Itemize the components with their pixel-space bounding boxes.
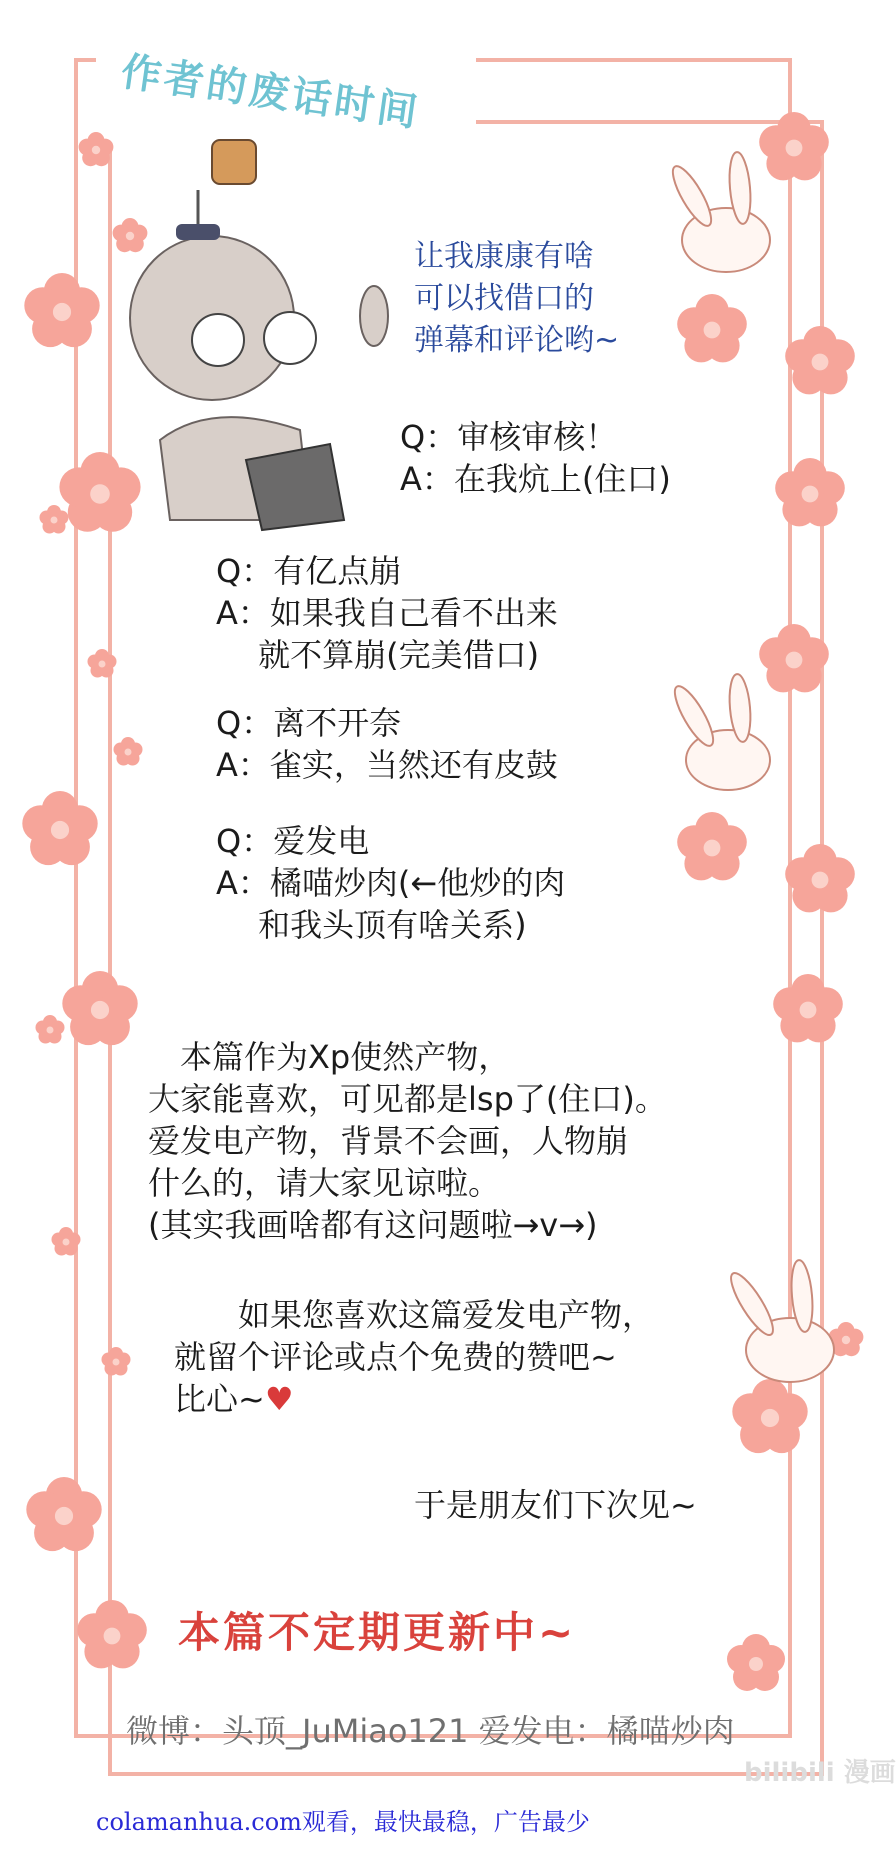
intro-line: 可以找借口的 [414,281,594,316]
paragraph-1 [148,1036,667,1246]
bilibili-watermark: bilibili 漫画 [744,1758,896,1788]
update-banner: 本篇不定期更新中~ [178,1608,577,1657]
see-you-text: 于是朋友们下次见~ [414,1486,697,1524]
qa-line: Q：离不开奈 [216,704,402,742]
qa-line: Q：审核审核！ [400,418,618,456]
qa-block-4 [216,820,565,946]
qa-block-3 [216,702,558,786]
paragraph-2 [174,1294,654,1420]
qa-line: A：雀实，当然还有皮鼓 [216,746,558,784]
heart-icon: ♥ [264,1380,294,1418]
bunny-icon [666,151,770,272]
character-illustration [130,140,388,530]
qa-line: A：如果我自己看不出来 [216,594,558,632]
intro-line: 弹幕和评论哟~ [414,323,620,358]
site-link[interactable]: colamanhua.com观看，最快最稳，广告最少 [96,1808,590,1836]
paragraph-line: 爱发电产物，背景不会画，人物崩 [148,1122,629,1160]
bixin-text: 比心~ [174,1380,265,1418]
qa-block-2 [216,550,558,676]
qa-line: A：橘喵炒肉(←他炒的肉 [216,864,566,902]
footer-credits: 微博：头顶_JuMiao121 爱发电：橘喵炒肉 [126,1712,735,1750]
qa-line: Q：有亿点崩 [216,552,402,590]
page-title: 作者的废话时间 [118,48,423,137]
intro-text [414,236,619,362]
qa-line: A：在我炕上(住口) [400,460,671,498]
paragraph-line: 如果您喜欢这篇爱发电产物， [174,1296,655,1334]
qa-line: Q：爱发电 [216,822,370,860]
paragraph-line: 就留个评论或点个免费的赞吧~ [174,1338,617,1376]
paragraph-line: (其实我画啥都有这问题啦→v→) [148,1206,598,1244]
qa-block-1 [400,416,671,500]
paragraph-line: 什么的，请大家见谅啦。 [148,1164,501,1202]
paragraph-line: 大家能喜欢，可见都是lsp了(住口)。 [148,1080,667,1118]
paragraph-line: 本篇作为Xp使然产物， [148,1038,511,1076]
paragraph-line [174,1378,654,1420]
qa-line: 和我头顶有啥关系) [216,906,527,944]
intro-line: 让我康康有啥 [414,239,594,274]
qa-line: 就不算崩(完美借口) [216,636,540,674]
